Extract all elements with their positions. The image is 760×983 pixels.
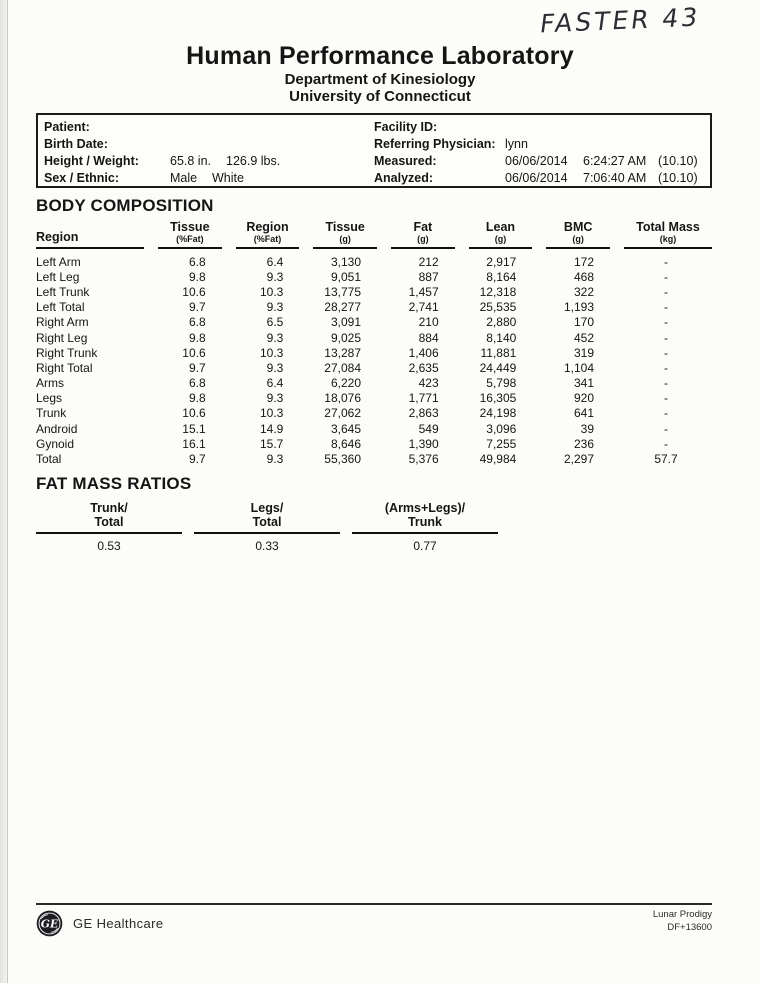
region-cell: Right Arm <box>36 315 89 330</box>
referring-physician-label: Referring Physician: <box>374 136 496 151</box>
value-cell: 15.7 <box>259 436 284 451</box>
table-row <box>36 376 712 391</box>
patient-info-box <box>36 113 712 188</box>
region-cell: Left Total <box>36 300 85 315</box>
table-row <box>36 315 712 330</box>
value-cell: - <box>664 376 668 391</box>
column-header-region-pctfat <box>236 221 300 249</box>
value-cell: 8,646 <box>330 436 361 451</box>
value-cell: 10.6 <box>182 284 206 299</box>
value-cell: 9,051 <box>330 269 361 284</box>
value-cell: 5,376 <box>408 452 439 467</box>
referring-physician-value: lynn <box>505 136 528 151</box>
measured-version: (10.10) <box>658 153 698 168</box>
value-cell: - <box>664 254 668 269</box>
value-cell: 10.6 <box>182 345 206 360</box>
column-header-bmc-g <box>546 221 610 249</box>
value-cell: 5,798 <box>486 376 517 391</box>
value-cell: - <box>664 330 668 345</box>
value-cell: 641 <box>573 406 594 421</box>
facility-id-row <box>374 118 704 135</box>
ratio-header <box>194 501 340 534</box>
value-cell: 6.4 <box>266 254 284 269</box>
value-cell: 9.8 <box>188 269 206 284</box>
value-cell: 170 <box>573 315 594 330</box>
measured-time: 6:24:27 AM <box>583 153 647 168</box>
birth-date-row <box>44 135 374 152</box>
value-cell: 49,984 <box>479 452 517 467</box>
value-cell: 10.3 <box>259 345 284 360</box>
value-cell: 212 <box>418 254 439 269</box>
birth-date-label: Birth Date: <box>44 136 108 151</box>
brand-block <box>36 908 163 937</box>
column-header-label: Total Mass <box>636 220 700 234</box>
region-cell: Trunk <box>36 406 67 421</box>
column-header-tissue-pctfat <box>158 221 222 249</box>
value-cell: 6.5 <box>266 315 284 330</box>
region-cell: Gynoid <box>36 436 75 451</box>
value-cell: 6.4 <box>266 376 284 391</box>
region-cell: Legs <box>36 391 63 406</box>
value-cell: - <box>664 421 668 436</box>
value-cell: 6,220 <box>330 376 361 391</box>
value-cell: 11,881 <box>480 345 517 360</box>
ratio-header-line2: Total <box>252 515 282 529</box>
value-cell: 3,645 <box>330 421 361 436</box>
table-body <box>36 254 712 467</box>
device-model: DF+13600 <box>667 922 712 933</box>
value-cell: 2,741 <box>408 300 439 315</box>
value-cell: 6.8 <box>188 315 206 330</box>
value-cell: 9.3 <box>266 269 284 284</box>
value-cell: 9.8 <box>188 330 206 345</box>
page-footer <box>36 903 712 937</box>
value-cell: 6.8 <box>188 376 206 391</box>
subtitle-department: Department of Kinesiology <box>284 71 476 88</box>
value-cell: 13,775 <box>324 284 361 299</box>
table-row <box>36 345 712 360</box>
value-cell: 10.3 <box>259 284 284 299</box>
value-cell: - <box>664 391 668 406</box>
value-cell: 2,917 <box>486 254 517 269</box>
value-cell: 9.3 <box>266 391 284 406</box>
ge-monogram-icon <box>36 910 63 937</box>
value-cell: 16.1 <box>182 436 206 451</box>
value-cell: 887 <box>418 269 439 284</box>
column-header-region <box>36 221 144 249</box>
handwritten-note: FASTER 43 <box>538 2 703 39</box>
table-row <box>36 406 712 421</box>
value-cell: 3,096 <box>486 421 517 436</box>
device-info <box>653 908 712 934</box>
value-cell: 7,255 <box>486 436 517 451</box>
column-header-total-mass-kg <box>624 221 712 249</box>
height-weight-label: Height / Weight: <box>44 153 139 168</box>
value-cell: 1,193 <box>563 300 594 315</box>
value-cell: 1,406 <box>408 345 439 360</box>
ratio-column-trunk-total <box>36 501 182 553</box>
measured-label: Measured: <box>374 153 437 168</box>
value-cell: 1,390 <box>408 436 439 451</box>
value-cell: 13,287 <box>324 345 361 360</box>
ratio-value: 0.33 <box>255 539 279 553</box>
measured-row <box>374 152 704 169</box>
column-header-label: Fat <box>413 220 433 234</box>
table-row <box>36 284 712 299</box>
column-header-fat-g <box>391 221 455 249</box>
value-cell: 55,360 <box>324 452 361 467</box>
region-cell: Left Trunk <box>36 284 90 299</box>
document-header <box>0 42 760 105</box>
value-cell: 423 <box>418 376 439 391</box>
patient-info-right-column <box>374 118 704 184</box>
analyzed-label: Analyzed: <box>374 170 434 185</box>
ratio-header-line1: Legs/ <box>250 501 284 515</box>
value-cell: 452 <box>573 330 594 345</box>
value-cell: 28,277 <box>324 300 361 315</box>
value-cell: 236 <box>573 436 594 451</box>
ratio-header-line2: Total <box>94 515 124 529</box>
analyzed-time: 7:06:40 AM <box>583 170 647 185</box>
column-header-unit: (g) <box>417 234 429 244</box>
value-cell: 2,297 <box>563 452 594 467</box>
column-header-unit: (%Fat) <box>253 234 282 244</box>
value-cell: 39 <box>580 421 594 436</box>
table-row <box>36 436 712 451</box>
fat-mass-ratios-title: FAT MASS RATIOS <box>36 474 192 493</box>
value-cell: 1,771 <box>408 391 439 406</box>
column-header-label: Region <box>246 220 289 234</box>
body-composition-title: BODY COMPOSITION <box>36 196 214 215</box>
value-cell: 15.1 <box>182 421 206 436</box>
value-cell: - <box>664 406 668 421</box>
ratio-header-line1: Trunk/ <box>90 501 128 515</box>
column-header-unit: (%Fat) <box>176 234 204 244</box>
value-cell: 10.3 <box>259 406 284 421</box>
value-cell: 24,198 <box>479 406 517 421</box>
value-cell: 9.8 <box>188 391 206 406</box>
fat-mass-ratios-section <box>36 474 498 553</box>
body-composition-section <box>36 196 712 467</box>
fat-mass-ratios-table <box>36 501 498 553</box>
subtitle-university: University of Connecticut <box>289 88 471 105</box>
value-cell: 14.9 <box>259 421 284 436</box>
column-header-label: Region <box>36 230 79 244</box>
column-header-unit: (g) <box>572 234 584 244</box>
value-cell: 549 <box>418 421 439 436</box>
value-cell: - <box>664 345 668 360</box>
ratio-header <box>36 501 182 534</box>
value-cell: 16,305 <box>479 391 517 406</box>
table-row <box>36 330 712 345</box>
value-cell: - <box>664 315 668 330</box>
height-weight-row <box>44 152 374 169</box>
value-cell: 210 <box>418 315 439 330</box>
region-cell: Android <box>36 421 78 436</box>
patient-info-left-column <box>44 118 374 184</box>
patient-label: Patient: <box>44 119 90 134</box>
table-row <box>36 451 712 466</box>
column-header-lean-g <box>469 221 533 249</box>
ratio-value: 0.53 <box>97 539 121 553</box>
value-cell: 24,449 <box>479 360 517 375</box>
value-cell: 322 <box>573 284 594 299</box>
value-cell: 9.3 <box>266 452 284 467</box>
value-cell: 468 <box>573 269 594 284</box>
column-header-unit: (g) <box>494 234 507 244</box>
value-cell: 2,863 <box>408 406 439 421</box>
patient-row <box>44 118 374 135</box>
table-row <box>36 300 712 315</box>
page-title: Human Performance Laboratory <box>186 42 574 70</box>
svg-text:GE: GE <box>40 917 59 931</box>
value-cell: 2,635 <box>408 360 439 375</box>
value-cell: 57.7 <box>654 452 678 467</box>
value-cell: 920 <box>573 391 594 406</box>
ratio-header-line2: Trunk <box>407 515 443 529</box>
region-cell: Arms <box>36 376 64 391</box>
value-cell: 3,130 <box>330 254 361 269</box>
value-cell: 3,091 <box>330 315 361 330</box>
value-cell: 8,140 <box>486 330 517 345</box>
value-cell: 10.6 <box>182 406 206 421</box>
ratio-value: 0.77 <box>413 539 437 553</box>
measured-date: 06/06/2014 <box>505 153 568 168</box>
sex-ethnic-label: Sex / Ethnic: <box>44 170 120 185</box>
region-cell: Right Trunk <box>36 345 98 360</box>
value-cell: - <box>664 360 668 375</box>
ratio-header <box>352 501 498 534</box>
table-row <box>36 421 712 436</box>
column-header-tissue-g <box>313 221 377 249</box>
sex-value: Male <box>170 170 198 185</box>
value-cell: 18,076 <box>324 391 361 406</box>
column-header-unit: (g) <box>339 234 351 244</box>
analyzed-version: (10.10) <box>658 170 698 185</box>
value-cell: 6.8 <box>188 254 206 269</box>
value-cell: 884 <box>418 330 439 345</box>
value-cell: 9.7 <box>188 452 206 467</box>
value-cell: 9,025 <box>330 330 361 345</box>
value-cell: 27,084 <box>324 360 361 375</box>
value-cell: 9.7 <box>188 300 206 315</box>
value-cell: 2,880 <box>486 315 517 330</box>
weight-value: 126.9 lbs. <box>226 153 281 168</box>
value-cell: 12,318 <box>479 284 517 299</box>
column-header-unit: (kg) <box>659 234 677 244</box>
table-row <box>36 391 712 406</box>
region-cell: Right Total <box>36 360 93 375</box>
table-header-row <box>36 221 712 249</box>
table-row <box>36 360 712 375</box>
analyzed-date: 06/06/2014 <box>505 170 568 185</box>
value-cell: 9.3 <box>266 360 284 375</box>
value-cell: 1,104 <box>563 360 594 375</box>
value-cell: 8,164 <box>486 269 517 284</box>
value-cell: 27,062 <box>324 406 361 421</box>
scanner-edge-artifact <box>0 0 8 983</box>
height-value: 65.8 in. <box>170 153 212 168</box>
sex-ethnic-row <box>44 169 374 186</box>
facility-id-label: Facility ID: <box>374 119 438 134</box>
referring-physician-row <box>374 135 704 152</box>
value-cell: 9.3 <box>266 300 284 315</box>
value-cell: - <box>664 269 668 284</box>
value-cell: 1,457 <box>408 284 439 299</box>
ratio-header-line1: (Arms+Legs)/ <box>384 501 466 515</box>
region-cell: Left Leg <box>36 269 80 284</box>
footer-content <box>36 905 712 937</box>
region-cell: Left Arm <box>36 254 81 269</box>
column-header-label: BMC <box>563 220 593 234</box>
table-row <box>36 254 712 269</box>
value-cell: 172 <box>573 254 594 269</box>
table-row <box>36 269 712 284</box>
value-cell: - <box>664 300 668 315</box>
column-header-label: Tissue <box>325 220 365 234</box>
region-cell: Total <box>36 452 62 467</box>
region-cell: Right Leg <box>36 330 88 345</box>
device-name: Lunar Prodigy <box>652 909 712 920</box>
column-header-label: Tissue <box>170 220 210 234</box>
column-header-label: Lean <box>485 220 516 234</box>
value-cell: 9.3 <box>266 330 284 345</box>
value-cell: 319 <box>573 345 594 360</box>
analyzed-row <box>374 169 704 186</box>
value-cell: 341 <box>573 376 594 391</box>
ratio-column-legs-total <box>194 501 340 553</box>
ratio-column-armslegs-trunk <box>352 501 498 553</box>
value-cell: 9.7 <box>188 360 206 375</box>
ethnic-value: White <box>212 170 244 185</box>
value-cell: 25,535 <box>479 300 517 315</box>
value-cell: - <box>664 284 668 299</box>
brand-name: GE Healthcare <box>73 916 164 931</box>
value-cell: - <box>664 436 668 451</box>
